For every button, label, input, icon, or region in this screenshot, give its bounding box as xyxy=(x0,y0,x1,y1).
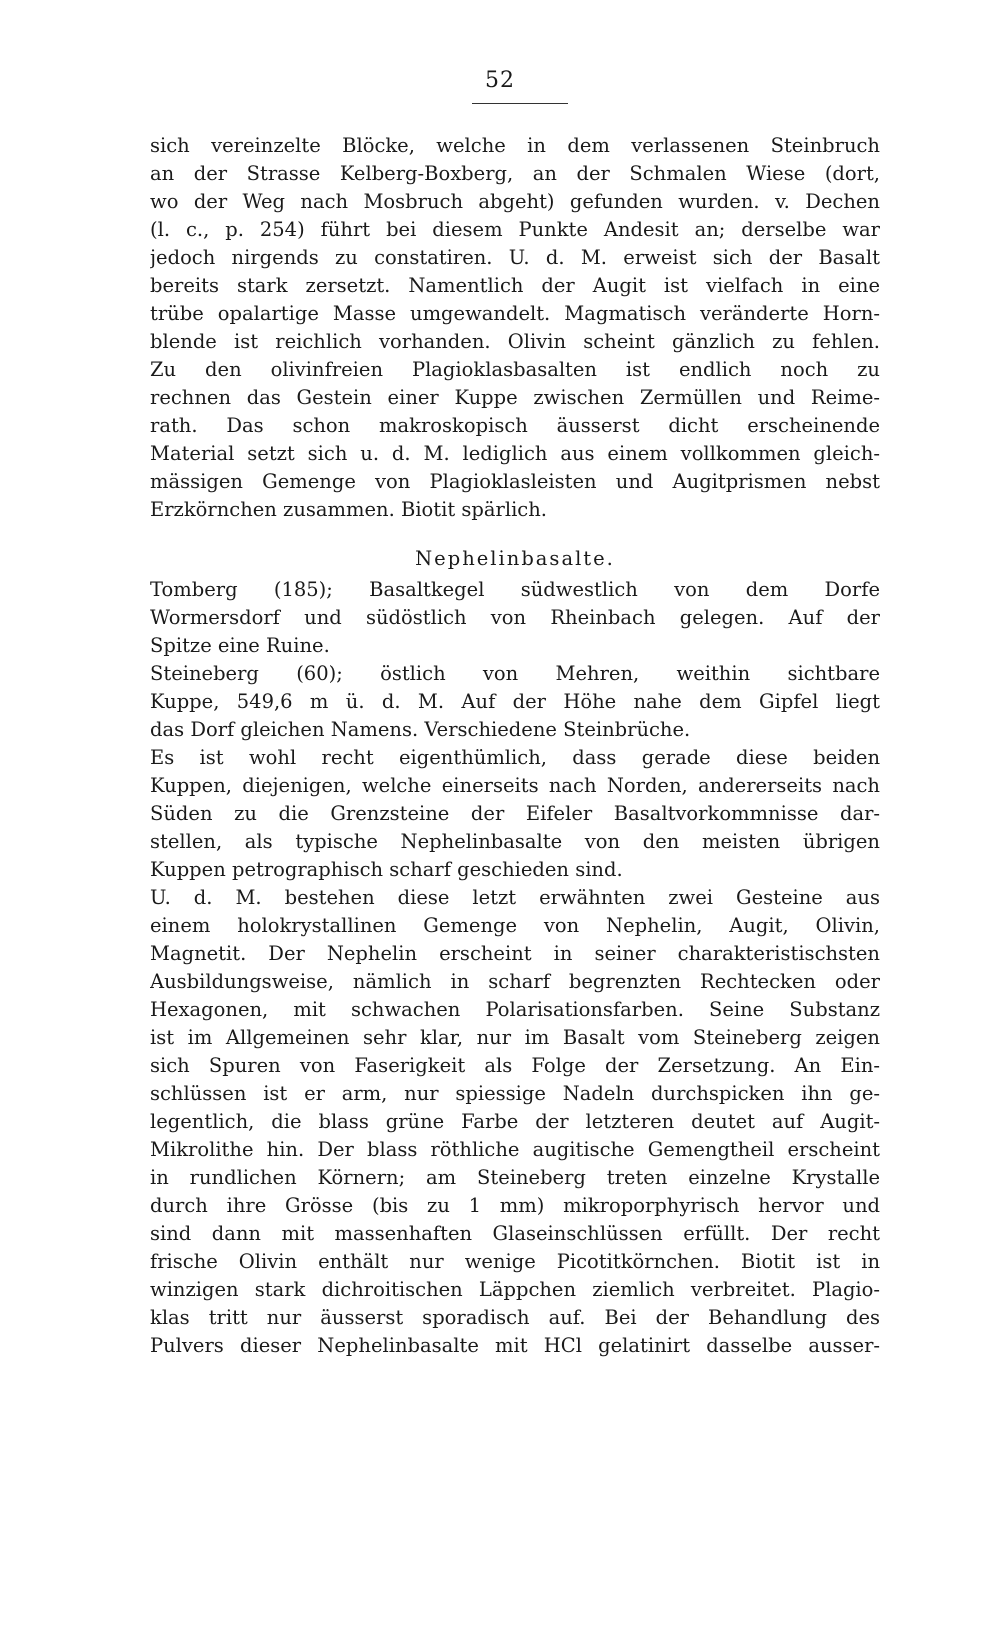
text-line: rath. Das schon makroskopisch äusserst dicht erscheinende xyxy=(150,414,880,437)
text-line: bereits stark zersetzt. Namentlich der Augit ist vielfach in eine xyxy=(150,274,880,297)
heading-gap xyxy=(150,524,880,542)
text-line: blende ist reichlich vorhanden. Olivin scheint gänzlich zu fehlen. xyxy=(150,330,880,353)
text-line: klas tritt nur äusserst sporadisch auf. Bei der Behandlung des xyxy=(150,1306,880,1329)
text-line: jedoch nirgends zu constatiren. U. d. M. erweist sich der Basalt xyxy=(150,246,880,269)
page-number: 52 xyxy=(485,68,515,93)
text-line: schlüssen ist er arm, nur spiessige Nadeln durchspicken ihn ge- xyxy=(150,1082,880,1105)
text-line: (l. c., p. 254) führt bei diesem Punkte Andesit an; derselbe war xyxy=(150,218,880,241)
text-line: Magnetit. Der Nephelin erscheint in seiner charakteristischsten xyxy=(150,942,880,965)
text-line: sind dann mit massenhaften Glaseinschlüssen erfüllt. Der recht xyxy=(150,1222,880,1245)
text-line: durch ihre Grösse (bis zu 1 mm) mikroporphyrisch hervor und xyxy=(150,1194,880,1217)
text-line: mässigen Gemenge von Plagioklasleisten und Augitprismen nebst xyxy=(150,470,880,493)
text-line: Hexagonen, mit schwachen Polarisationsfarben. Seine Substanz xyxy=(150,998,880,1021)
text-line: das Dorf gleichen Namens. Verschiedene Steinbrüche. xyxy=(150,718,691,741)
text-line: sich vereinzelte Blöcke, welche in dem verlassenen Steinbruch xyxy=(150,134,880,157)
text-line: Wormersdorf und südöstlich von Rheinbach gelegen. Auf der xyxy=(150,606,880,629)
text-line: Ausbildungsweise, nämlich in scharf begrenzten Rechtecken oder xyxy=(150,970,880,993)
text-line: frische Olivin enthält nur wenige Picotitkörnchen. Biotit ist in xyxy=(150,1250,880,1273)
text-line: legentlich, die blass grüne Farbe der letzteren deutet auf Augit- xyxy=(150,1110,880,1133)
body-text xyxy=(150,132,880,1360)
text-line: ist im Allgemeinen sehr klar, nur im Basalt vom Steineberg zeigen xyxy=(150,1026,880,1049)
text-line: Kuppen petrographisch scharf geschieden sind. xyxy=(150,858,623,881)
text-line: trübe opalartige Masse umgewandelt. Magmatisch veränderte Horn- xyxy=(150,302,880,325)
text-line: in rundlichen Körnern; am Steineberg treten einzelne Krystalle xyxy=(150,1166,880,1189)
text-line: sich Spuren von Faserigkeit als Folge der Zersetzung. An Ein- xyxy=(150,1054,880,1077)
text-line: rechnen das Gestein einer Kuppe zwischen Zermüllen und Reime- xyxy=(150,386,880,409)
text-line: winzigen stark dichroitischen Läppchen ziemlich verbreitet. Plagio- xyxy=(150,1278,880,1301)
text-line: Erzkörnchen zusammen. Biotit spärlich. xyxy=(150,498,547,521)
text-line: stellen, als typische Nephelinbasalte von den meisten übrigen xyxy=(150,830,880,853)
text-line: Spitze eine Ruine. xyxy=(150,634,330,657)
text-line: U. d. M. bestehen diese letzt erwähnten zwei Gesteine aus xyxy=(150,886,880,909)
text-line: einem holokrystallinen Gemenge von Nephelin, Augit, Olivin, xyxy=(150,914,880,937)
text-line: Pulvers dieser Nephelinbasalte mit HCl gelatinirt dasselbe ausser- xyxy=(150,1334,880,1357)
text-line: Mikrolithe hin. Der blass röthliche augitische Gemengtheil erscheint xyxy=(150,1138,880,1161)
text-line: Steineberg (60); östlich von Mehren, weithin sichtbare xyxy=(150,662,880,685)
text-line: Zu den olivinfreien Plagioklasbasalten ist endlich noch zu xyxy=(150,358,880,381)
text-line: Es ist wohl recht eigenthümlich, dass gerade diese beiden xyxy=(150,746,880,769)
text-line: Kuppen, diejenigen, welche einerseits nach Norden, andererseits nach xyxy=(150,774,880,797)
section-heading: Nephelinbasalte. xyxy=(415,547,615,570)
page-number-rule xyxy=(472,103,568,104)
text-line: Tomberg (185); Basaltkegel südwestlich von dem Dorfe xyxy=(150,578,880,601)
text-line: Material setzt sich u. d. M. lediglich aus einem vollkommen gleich- xyxy=(150,442,880,465)
text-line: an der Strasse Kelberg-Boxberg, an der Schmalen Wiese (dort, xyxy=(150,162,880,185)
text-line: Süden zu die Grenzsteine der Eifeler Basaltvorkommnisse dar- xyxy=(150,802,880,825)
text-line: Kuppe, 549,6 m ü. d. M. Auf der Höhe nahe dem Gipfel liegt xyxy=(150,690,880,713)
text-line: wo der Weg nach Mosbruch abgeht) gefunden wurden. v. Dechen xyxy=(150,190,880,213)
